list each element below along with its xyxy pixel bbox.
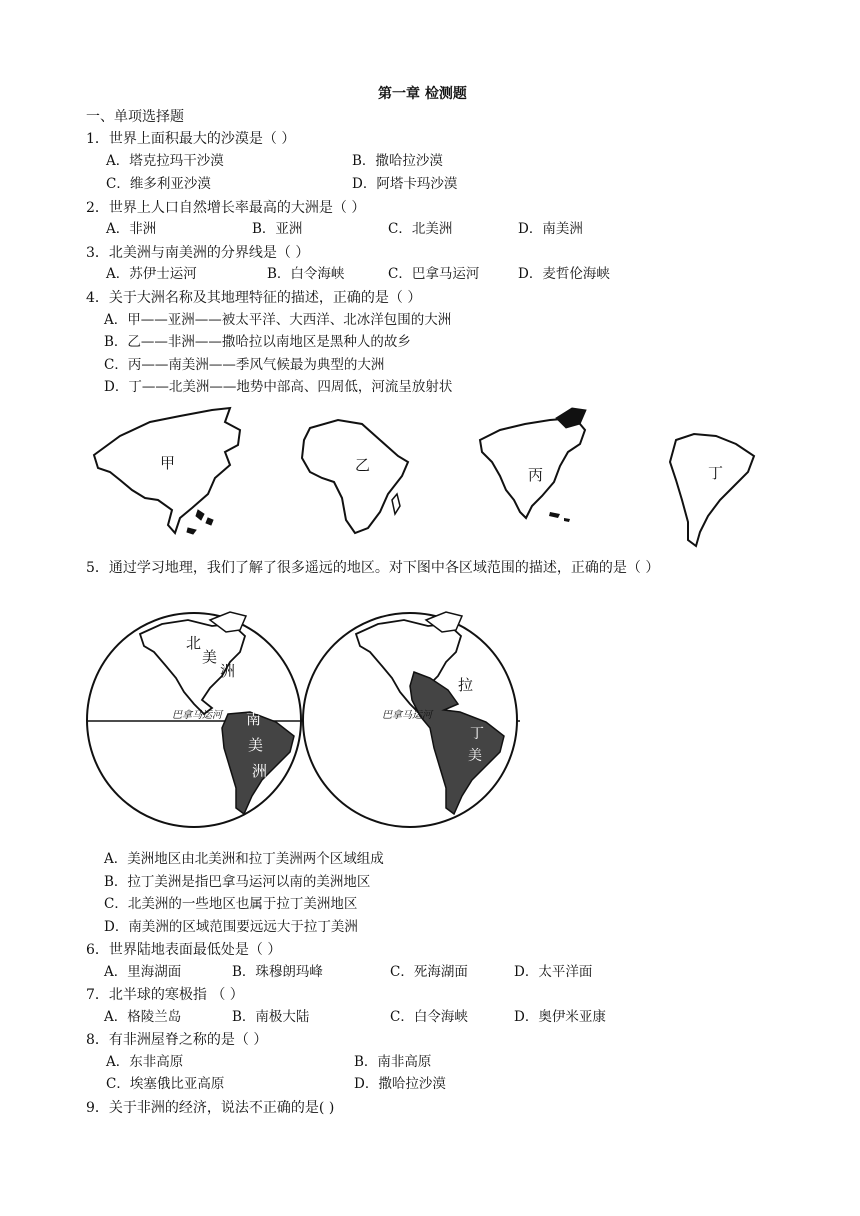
q6-option-b[interactable]: B．珠穆朗玛峰 <box>232 964 323 980</box>
question-4-stem: 4．关于大洲名称及其地理特征的描述，正确的是（ ） <box>86 290 422 306</box>
question-6-stem: 6．世界陆地表面最低处是（ ） <box>86 942 282 958</box>
q6-option-c[interactable]: C．死海湖面 <box>390 964 468 980</box>
continent-outline-south-america <box>670 434 754 546</box>
q2-option-a[interactable]: A．非洲 <box>106 221 157 237</box>
continent-outlines-figure <box>80 400 780 550</box>
q6-option-a[interactable]: A．里海湖面 <box>104 964 182 980</box>
q5-option-a[interactable]: A．美洲地区由北美洲和拉丁美洲两个区域组成 <box>104 851 384 867</box>
q2-option-d[interactable]: D．南美洲 <box>518 221 583 237</box>
q7-option-c[interactable]: C．白令海峡 <box>390 1009 468 1025</box>
q4-option-d[interactable]: D．丁——北美洲——地势中部高、四周低，河流呈放射状 <box>104 379 453 395</box>
q4-option-a[interactable]: A．甲——亚洲——被太平洋、大西洋、北冰洋包围的大洲 <box>104 312 452 328</box>
q7-option-b[interactable]: B．南极大陆 <box>232 1009 310 1025</box>
section-heading: 一、单项选择题 <box>86 109 184 125</box>
q1-option-b[interactable]: B．撒哈拉沙漠 <box>352 153 443 169</box>
q3-option-b[interactable]: B．白令海峡 <box>267 266 345 282</box>
question-9-stem: 9．关于非洲的经济，说法不正确的是( ) <box>86 1100 335 1116</box>
caribbean-islands <box>549 512 570 522</box>
q1-option-a[interactable]: A．塔克拉玛干沙漠 <box>106 153 224 169</box>
globe-label-bei: 北 <box>186 634 202 652</box>
continent-outline-africa <box>302 420 408 533</box>
q8-option-a[interactable]: A．东非高原 <box>106 1054 184 1070</box>
q8-option-d[interactable]: D．撒哈拉沙漠 <box>354 1076 446 1092</box>
globe-label-mei-right: 美 <box>468 748 482 764</box>
q1-option-c[interactable]: C．维多利亚沙漠 <box>106 176 211 192</box>
question-8-stem: 8．有非洲屋脊之称的是（ ） <box>86 1032 268 1048</box>
q6-option-d[interactable]: D．太平洋面 <box>514 964 593 980</box>
map-label-bing: 丙 <box>528 466 544 484</box>
q5-option-c[interactable]: C．北美洲的一些地区也属于拉丁美洲地区 <box>104 896 358 912</box>
question-5-stem: 5．通过学习地理，我们了解了很多遥远的地区。对下图中各区域范围的描述，正确的是（ ） <box>86 560 660 576</box>
q2-option-c[interactable]: C．北美洲 <box>388 221 453 237</box>
q3-option-d[interactable]: D．麦哲伦海峡 <box>518 266 610 282</box>
map-label-yi: 乙 <box>355 456 371 474</box>
q1-option-d[interactable]: D．阿塔卡玛沙漠 <box>352 176 458 192</box>
globe-label-mei-bottom: 美 <box>248 736 264 754</box>
q2-option-b[interactable]: B．亚洲 <box>252 221 303 237</box>
panama-canal-label-left: 巴拿马运河 <box>172 710 222 721</box>
question-2-stem: 2．世界上人口自然增长率最高的大洲是（ ） <box>86 200 366 216</box>
q8-option-c[interactable]: C．埃塞俄比亚高原 <box>106 1076 225 1092</box>
q5-option-b[interactable]: B．拉丁美洲是指巴拿马运河以南的美洲地区 <box>104 874 371 890</box>
map-label-jia: 甲 <box>160 454 176 472</box>
q3-option-c[interactable]: C．巴拿马运河 <box>388 266 480 282</box>
panama-canal-label-right: 巴拿马运河 <box>382 710 432 721</box>
question-1-stem: 1．世界上面积最大的沙漠是（ ） <box>86 131 296 147</box>
q7-option-a[interactable]: A．格陵兰岛 <box>104 1009 182 1025</box>
globe-label-la: 拉 <box>458 676 474 694</box>
q8-option-b[interactable]: B．南非高原 <box>354 1054 432 1070</box>
question-3-stem: 3．北美洲与南美洲的分界线是（ ） <box>86 245 310 261</box>
globe-label-ding: 丁 <box>470 726 484 742</box>
q3-option-a[interactable]: A．苏伊士运河 <box>106 266 197 282</box>
asia-islands <box>187 510 213 534</box>
q7-option-d[interactable]: D．奥伊米亚康 <box>514 1009 606 1025</box>
americas-globe-figure <box>80 600 530 840</box>
madagascar-outline <box>392 494 400 514</box>
q4-option-c[interactable]: C．丙——南美洲——季风气候最为典型的大洲 <box>104 357 385 373</box>
globe-label-nan: 南 <box>246 710 262 728</box>
globe-label-zhou-top: 洲 <box>220 662 236 680</box>
globe-label-mei-top: 美 <box>202 648 218 666</box>
q5-option-d[interactable]: D．南美洲的区域范围要远远大于拉丁美洲 <box>104 919 358 935</box>
map-label-ding: 丁 <box>708 464 724 482</box>
q4-option-b[interactable]: B．乙——非洲——撒哈拉以南地区是黑种人的故乡 <box>104 334 411 350</box>
page-title: 第一章 检测题 <box>378 86 467 102</box>
question-7-stem: 7．北半球的寒极指 （ ） <box>86 987 244 1003</box>
globe-label-zhou-bottom: 洲 <box>252 762 268 780</box>
